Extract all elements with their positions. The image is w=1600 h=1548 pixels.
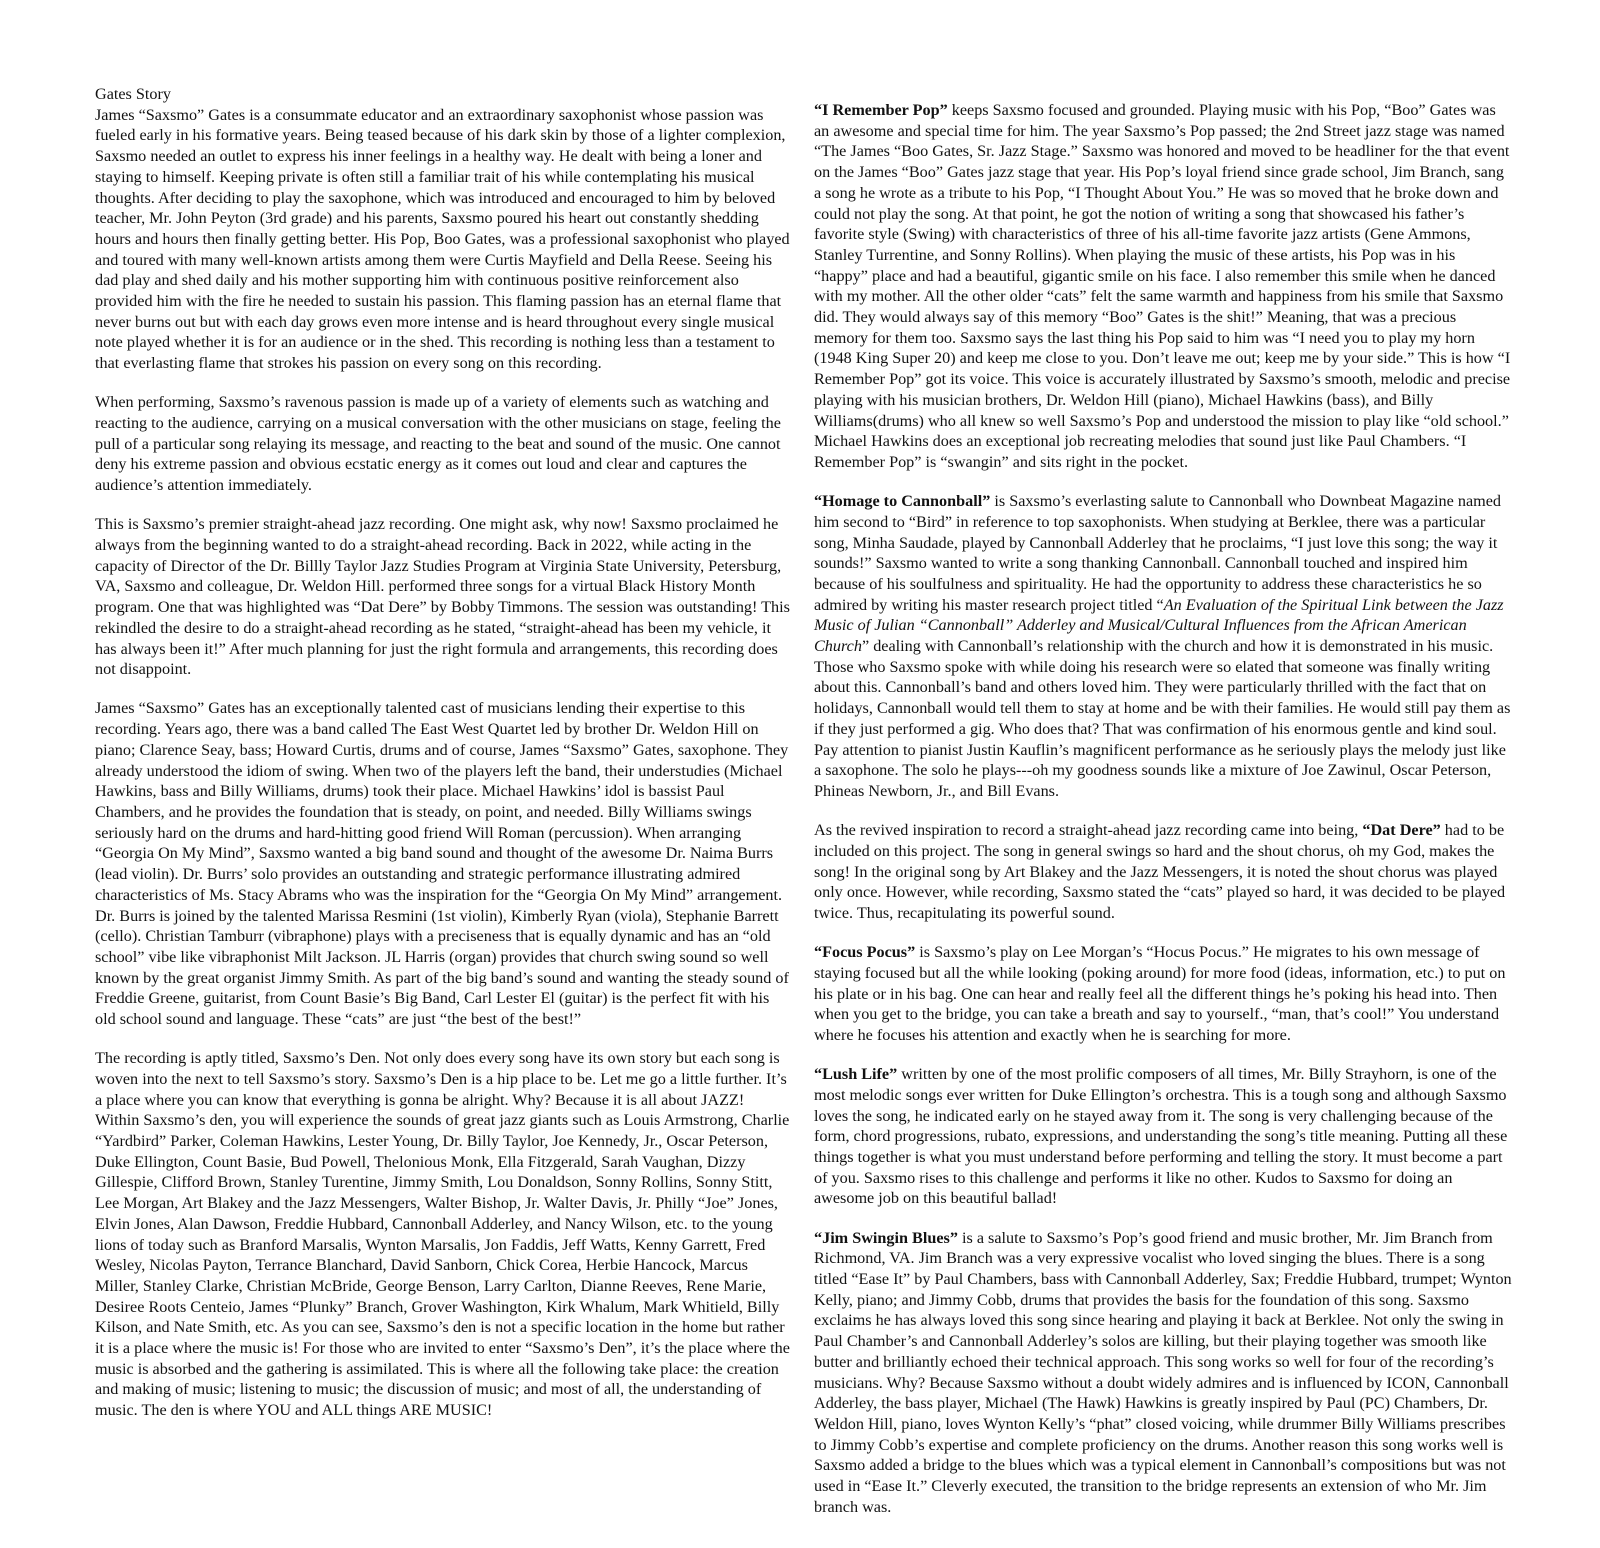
text-segment: “Homage to Cannonball” [814, 492, 991, 511]
left-column-paragraphs [95, 105, 792, 1421]
story-heading: Gates Story [95, 85, 171, 103]
text-segment: keeps Saxsmo focused and grounded. Playing music with his Pop, “Boo” Gates was an awesome and special time for him. The year Saxsmo’s Pop passed; the 2nd Street jazz stage was named “The James “Boo Gates, Sr. Jazz Stage.” Saxsmo was honored and moved to be headliner for the that event on the James “Boo” Gates jazz stage that year. His Pop’s loyal friend since grade school, Jim Branch, sang a song he wrote as a tribute to his Pop, “I Thought About You.” He was so moved that he broke down and could not play the song. At that point, he got the notion of writing a song that showcased his father’s favorite style (Swing) with characteristics of three of his all-time favorite jazz artists (Gene Ammons, Stanley Turrentine, and Sonny Rollins). When playing the music of these artists, his Pop was in his “happy” place and had a beautiful, gigantic smile on his face. I also remember this smile when he danced with my mother. All the other older “cats” felt the same warmth and happiness from his smile that Saxsmo did. They would always say of this memory “Boo” Gates is the shit!” Meaning, that was a precious memory for them too. Saxsmo says the last thing his Pop said to him was “I need you to play my horn (1948 King Super 20) and keep me close to you. Don’t leave me out; keep me by your side.” This is how “I Remember Pop” got its voice. This voice is accurately illustrated by Saxsmo’s smooth, melodic and precise playing with his musician brothers, Dr. Weldon Hill (piano), Michael Hawkins (bass), and Billy Williams(drums) who all knew so well Saxsmo’s Pop and understood the mission to play like “old school.” Michael Hawkins does an exceptional job recreating melodies that sound just like Paul Chambers. “I Remember Pop” is “swangin” and sits right in the pocket. [814, 101, 1511, 471]
paragraph [95, 514, 792, 680]
paragraph [814, 491, 1512, 802]
text-segment: The recording is aptly titled, Saxsmo’s Den. Not only does every song have its own story but each song is woven into the next to tell Saxsmo’s story. Saxsmo’s Den is a hip place to be. Let me go a little further. It’s a place where you can know that everything is gonna be alright. Why? Because it is all about JAZZ! Within Saxsmo’s den, you will experience the sounds of great jazz giants such as Louis Armstrong, Charlie “Yardbird” Parker, Coleman Hawkins, Lester Young, Dr. Billy Taylor, Joe Kennedy, Jr., Oscar Peterson, Duke Ellington, Count Basie, Bud Powell, Thelonious Monk, Ella Fitzgerald, Sarah Vaughan, Dizzy Gillespie, Clifford Brown, Stanley Turentine, Jimmy Smith, Lou Donaldson, Sonny Rollins, Sonny Stitt, Lee Morgan, Art Blakey and the Jazz Messengers, Walter Bishop, Jr. Walter Davis, Jr. Philly “Joe” Jones, Elvin Jones, Alan Dawson, Freddie Hubbard, Cannonball Adderley, and Nancy Wilson, etc. to the young lions of today such as Branford Marsalis, Wynton Marsalis, Jon Faddis, Jeff Watts, Kenny Garrett, Fred Wesley, Nicolas Payton, Terrance Blanchard, David Sanborn, Chick Corea, Herbie Hancock, Marcus Miller, Stanley Clarke, Christian McBride, George Benson, Larry Carlton, Dianne Reeves, Rene Marie, Desiree Roots Centeio, James “Plunky” Branch, Grover Washington, Kirk Whalum, Mark Whitield, Billy Kilson, and Nate Smith, etc. As you can see, Saxsmo’s den is not a specific location in the home but rather it is a place where the music is! For those who are invited to enter “Saxsmo’s Den”, it’s the place where the music is absorbed and the gathering is assimilated. This is where all the following take place: the creation and making of music; listening to music; the discussion of music; and most of all, the understanding of music. The den is where YOU and ALL things ARE MUSIC! [95, 1049, 790, 1420]
text-segment: ” dealing with Cannonball’s relationship with the church and how it is demonstrated in his music. Those who Saxsmo spoke with while doing his research were so elated that someone was finally writing about this. Cannonball’s band and others loved him. They were particularly thrilled with the fact that on holidays, Cannonball would tell them to stay at home and be with their families. He would still pay them as if they just performed a gig. Who does that? That was confirmation of his enormous gentle and kind soul. Pay attention to pianist Justin Kauflin’s magnificent performance as he seriously plays the melody just like a saxophone. The solo he plays---oh my goodness sounds like a mixture of Joe Zawinul, Oscar Peterson, Phineas Newborn, Jr., and Bill Evans. [814, 637, 1511, 800]
paragraph [95, 1048, 792, 1421]
text-segment: “I Remember Pop” [814, 101, 948, 119]
right-column [814, 84, 1512, 1518]
right-column-paragraphs [814, 100, 1512, 1518]
paragraph [95, 698, 792, 1029]
paragraph [814, 1064, 1512, 1209]
paragraph [814, 942, 1512, 1046]
text-segment: This is Saxsmo’s premier straight-ahead jazz recording. One might ask, why now! Saxsmo proclaimed he always from the beginning wanted to do a straight-ahead recording. Back in 2022, while acting in the capacity of Director of the Dr. Billly Taylor Jazz Studies Program at Virginia State University, Petersburg, VA, Saxsmo and colleague, Dr. Weldon Hill. performed three songs for a virtual Black History Month program. One that was highlighted was “Dat Dere” by Bobby Timmons. The session was outstanding! This rekindled the desire to do a straight-ahead recording as he stated, “straight-ahead has been my vehicle, it has always been it!” After much planning for just the right formula and arrangements, this recording does not disappoint. [95, 515, 790, 679]
text-segment: is a salute to Saxsmo’s Pop’s good friend and music brother, Mr. Jim Branch from Richmond, VA. Jim Branch was a very expressive vocalist who loved singing the blues. There is a song titled “Ease It” by Paul Chambers, bass with Cannonball Adderley, Sax; Freddie Hubbard, trumpet; Wynton Kelly, piano; and Jimmy Cobb, drums that provides the basis for the foundation of this song. Saxsmo exclaims he has always loved this song since hearing and playing it back at Berklee. Not only the swing in Paul Chamber’s and Cannonball Adderley’s solos are killing, but their playing together was smooth like butter and brilliantly echoed their technical approach. This song works so well for four of the recording’s musicians. Why? Because Saxsmo without a doubt widely admires and is influenced by ICON, Cannonball Adderley, the bass player, Michael (The Hawk) Hawkins is greatly inspired by Paul (PC) Chambers, Dr. Weldon Hill, piano, loves Wynton Kelly’s “phat” closed voicing, while drummer Billy Williams prescribes to Jimmy Cobb’s expertise and complete proficiency on the drums. Another reason this song works well is Saxsmo added a bridge to the blues which was a typical element in Cannonball’s compositions but was not used in “Ease It.” Cleverly executed, the transition to the bridge represents an extension of who Mr. Jim branch was. [814, 1228, 1512, 1516]
text-segment: “Jim Swingin Blues” [814, 1228, 958, 1247]
paragraph [814, 820, 1512, 924]
paragraph [814, 100, 1512, 473]
text-segment: An Evaluation of the Spiritual Link between the Jazz Music of Julian “Cannonball” Adderley and Musical/Cultural Influences from the African American Church [814, 595, 1504, 656]
text-segment: “Lush Life” [814, 1065, 898, 1084]
text-segment: is Saxsmo’s everlasting salute to Cannonball who Downbeat Magazine named him second to “Bird” in reference to top saxophonists. When studying at Berklee, there was a particular song, Minha Saudade, played by Cannonball Adderley that he proclaims, “I just love this song; the way it sounds!” Saxsmo wanted to write a song thanking Cannonball. Cannonball touched and inspired him because of his soulfulness and spirituality. He had the opportunity to address these characteristics he so admired by writing his master research project titled “ [814, 492, 1501, 614]
text-segment: When performing, Saxsmo’s ravenous passion is made up of a variety of elements such as watching and reacting to the audience, carrying on a musical conversation with the other musicians on stage, feeling the pull of a particular song relaying its message, and reacting to the beat and sound of the music. One cannot deny his extreme passion and obvious ecstatic energy as it comes out loud and clear and captures the audience’s attention immediately. [95, 393, 781, 495]
text-segment: As the revived inspiration to record a straight-ahead jazz recording came into being, [814, 821, 1363, 840]
paragraph [814, 1228, 1512, 1518]
left-column [95, 84, 792, 1518]
text-segment: had to be included on this project. The song in general swings so hard and the shout chorus, oh my God, makes the song! In the original song by Art Blakey and the Jazz Messengers, it is noted the shout chorus was played only once. However, while recording, Saxsmo stated the “cats” played so hard, it was decided to be played twice. Thus, recapitulating its powerful sound. [814, 821, 1506, 923]
text-segment: James “Saxsmo” Gates is a consummate educator and an extraordinary saxophonist whose passion was fueled early in his formative years. Being teased because of his dark skin by those of a lighter complexion, Saxsmo needed an outlet to express his inner feelings in a healthy way. He dealt with being a loner and staying to himself. Keeping private is often still a familiar trait of his while contemplating his musical thoughts. After deciding to play the saxophone, which was introduced and encouraged to him by beloved teacher, Mr. John Peyton (3rd grade) and his parents, Saxsmo poured his heart out constantly shedding hours and hours then finally getting better. His Pop, Boo Gates, was a professional saxophonist who played and toured with many well-known artists among them were Curtis Mayfield and Della Reese. Seeing his dad play and shed daily and his mother supporting him with continuous positive reinforcement also provided him with the fire he needed to sustain his passion. This flaming passion has an eternal flame that never burns out but with each day grows even more intense and is heard throughout every single musical note played whether it is for an audience or in the shed. This recording is nothing less than a testament to that everlasting flame that strokes his passion on every song on this recording. [95, 105, 790, 373]
text-segment: is Saxsmo’s play on Lee Morgan’s “Hocus Pocus.” He migrates to his own message of staying focused but all the while looking (poking around) for more food (ideas, information, etc.) to put on his plate or in his bag. One can hear and really feel all the different things he’s poking his head into. Then when you get to the bridge, you can take a breath and say to yourself., “man, that’s cool!” You understand where he focuses his attention and exactly when he is searching for more. [814, 943, 1506, 1045]
text-segment: “Dat Dere” [1362, 821, 1441, 840]
paragraph [95, 105, 792, 374]
text-segment: “Focus Pocus” [814, 943, 916, 962]
text-segment: written by one of the most prolific composers of all times, Mr. Billy Strayhorn, is one of the most melodic songs ever written for Duke Ellington’s orchestra. This is a tough song and although Saxsmo loves the song, he indicated early on he stayed away from it. The song is very challenging because of the form, chord progressions, rubato, expressions, and understanding the song’s title meaning. Putting all these things together is what you must understand before performing and telling the story. It must become a part of you. Saxsmo rises to this challenge and performs it like no other. Kudos to Saxsmo for doing an awesome job on this beautiful ballad! [814, 1065, 1508, 1208]
text-segment: James “Saxsmo” Gates has an exceptionally talented cast of musicians lending their expertise to this recording. Years ago, there was a band called The East West Quartet led by brother Dr. Weldon Hill on piano; Clarence Seay, bass; Howard Curtis, drums and of course, James “Saxsmo” Gates, saxophone. They already understood the idiom of swing. When two of the players left the band, their understudies (Michael Hawkins, bass and Billy Williams, drums) took their place. Michael Hawkins’ idol is bassist Paul Chambers, and he provides the foundation that is steady, on point, and needed. Billy Williams swings seriously hard on the drums and hard-hitting good friend Will Roman (percussion). When arranging “Georgia On My Mind”, Saxsmo wanted a big band sound and thought of the awesome Dr. Naima Burrs (lead violin). Dr. Burrs’ solo provides an outstanding and strategic performance illustrating admired characteristics of Ms. Stacy Abrams who was the inspiration for the “Georgia On My Mind” arrangement. Dr. Burrs is joined by the talented Marissa Resmini (1st violin), Kimberly Ryan (viola), Stephanie Barrett (cello). Christian Tamburr (vibraphone) plays with a preciseness that is equally dynamic and has an “old school” vibe like vibraphonist Milt Jackson. JL Harris (organ) provides that church swing sound so well known by the great organist Jimmy Smith. As part of the big band’s sound and wanting the steady sound of Freddie Greene, guitarist, from Count Basie’s Big Band, Carl Lester El (guitar) is the perfect fit with his old school sound and language. These “cats” are just “the best of the best!” [95, 699, 789, 1029]
paragraph [95, 392, 792, 496]
